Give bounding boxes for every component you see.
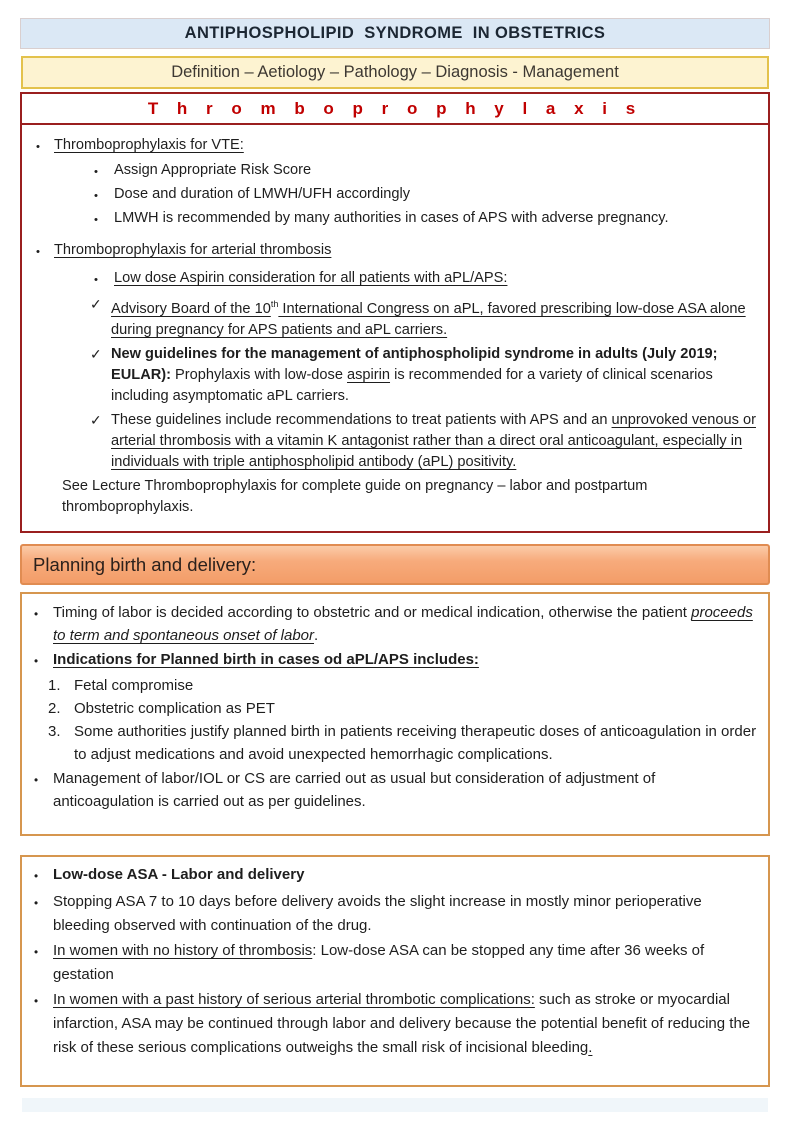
item-text: LMWH is recommended by many authorities in cases of APS with adverse pregnancy. [114,210,669,226]
title-banner [20,18,770,49]
bullet-icon: • [94,214,98,226]
section-heading-thromboprophylaxis [22,94,768,125]
bullet-icon: • [34,946,39,959]
bullet-icon: • [34,995,39,1008]
list-item [48,720,758,766]
list-item [48,697,758,720]
list-item [36,240,758,263]
item-text: Dose and duration of LMWH/UFH accordingly [114,186,411,202]
subtitle-banner [21,56,769,89]
list-item [34,890,758,938]
check-icon: ✓ [90,296,102,312]
number-label: 2. [48,700,61,717]
section-heading-text: T h r o m b o p r o p h y l a x i s [147,98,643,118]
list-item [94,184,758,207]
bullet-icon: • [34,870,39,883]
list-item [90,294,758,341]
item-text: Thromboprophylaxis for arterial thrombosis [54,242,332,258]
bullet-icon: • [34,608,39,621]
bullet-icon: • [94,274,98,286]
list-item [34,648,758,673]
number-label: 3. [48,723,61,740]
item-text: Assign Appropriate Risk Score [114,162,312,178]
bullet-icon: • [36,246,40,258]
item-text: In women with a past history of serious arterial thrombotic complications: such as stroke or myocardial infarction, ASA may be continued through labor and delivery because the potential benefit of reducing the risk of these serious complications outweighs the small risk of incisional bleeding. [53,991,751,1056]
list-item [36,135,758,158]
page-title: ANTIPHOSPHOLIPID SYNDROME IN OBSTETRICS [184,24,606,42]
item-text: Management of labor/IOL or CS are carried out as usual but consideration of adjustment of anticoagulation is carried out as per guidelines. [53,770,656,810]
item-text: Thromboprophylaxis for VTE: [54,137,244,153]
bullet-icon: • [94,190,98,202]
item-text: In women with no history of thrombosis: Low-dose ASA can be stopped any time after 36 weeks of gestation [53,942,705,983]
list-item [90,410,758,473]
next-section-cutoff-edge [22,1098,768,1112]
item-text: Low dose Aspirin consideration for all patients with aPL/APS: [114,270,508,286]
thromboprophylaxis-content [22,125,768,518]
planning-birth-heading: Planning birth and delivery: [33,553,257,575]
bullet-icon: • [34,897,39,910]
list-item [34,988,758,1060]
item-text: Fetal compromise [74,677,194,694]
item-text: Advisory Board of the 10th International Congress on aPL, favored prescribing low-dose ASA alone during pregnancy for APS patients and aPL carriers. [111,299,746,338]
item-text: Indications for Planned birth in cases od aPL/APS includes: [53,651,479,668]
number-label: 1. [48,677,61,694]
planning-birth-section [20,592,770,836]
list-item [94,160,758,183]
list-item [62,476,758,518]
list-item [94,208,758,231]
planning-birth-banner [20,544,770,585]
bullet-icon: • [34,774,39,787]
low-dose-asa-section [20,855,770,1087]
check-icon: ✓ [90,411,102,428]
item-text: Some authorities justify planned birth in patients receiving therapeutic doses of anticoagulation in order to adjust medications and avoid unexpected hemorrhagic complications. [74,723,757,763]
bullet-icon: • [94,166,98,178]
check-icon: ✓ [90,345,102,362]
list-item [94,268,758,291]
subtitle-text: Definition – Aetiology – Pathology – Diagnosis - Management [171,63,619,81]
item-text: New guidelines for the management of antiphospholipid syndrome in adults (July 2019; EULAR): Prophylaxis with low-dose aspirin is recommended for a variety of clinical scenarios including asymptomatic aPL carriers. [111,345,718,404]
list-item [34,601,758,647]
item-text: Low-dose ASA - Labor and delivery [53,866,305,883]
bullet-icon: • [36,141,40,153]
item-text: Stopping ASA 7 to 10 days before delivery avoids the slight increase in mostly minor perioperative bleeding observed with continuation of the drug. [53,893,702,934]
item-text: Timing of labor is decided according to obstetric and or medical indication, otherwise the patient proceeds to term and spontaneous onset of labor. [53,604,753,644]
thromboprophylaxis-section [20,92,770,533]
item-text: Obstetric complication as PET [74,700,275,717]
list-item [34,767,758,813]
list-item [48,674,758,697]
bullet-icon: • [34,655,39,668]
list-item [34,863,758,889]
list-item [34,939,758,987]
item-text: These guidelines include recommendations to treat patients with APS and an unprovoked venous or arterial thrombosis with a vitamin K antagonist rather than a direct oral anticoagulant, especially in individuals with triple antiphospholipid antibody (aPL) positivity. [111,411,756,470]
list-item [90,344,758,407]
item-text: See Lecture Thromboprophylaxis for complete guide on pregnancy – labor and postpartum thromboprophylaxis. [62,477,648,515]
